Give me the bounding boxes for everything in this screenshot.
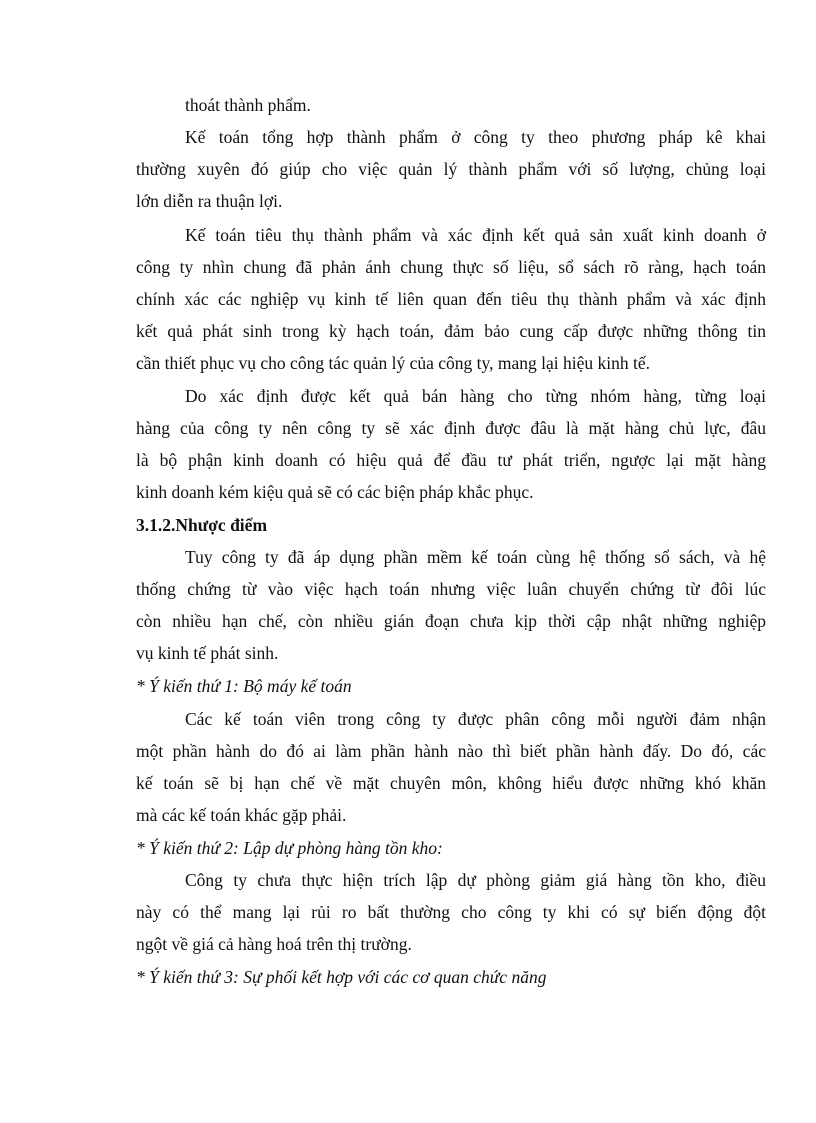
section-heading: 3.1.2.Nhược điểm: [136, 515, 268, 535]
paragraph-line: thường xuyên đó giúp cho việc quản lý thành phẩm với số lượng, chủng loại: [136, 159, 766, 179]
paragraph-line: là bộ phận kinh doanh có hiệu quả để đầu tư phát triển, ngược lại mặt hàng: [136, 450, 766, 470]
paragraph-line: cần thiết phục vụ cho công tác quản lý của công ty, mang lại hiệu kinh tế.: [136, 353, 650, 373]
paragraph-line: Do xác định được kết quả bán hàng cho từng nhóm hàng, từng loại: [185, 386, 766, 406]
paragraph-line: hàng của công ty nên công ty sẽ xác định được đâu là mặt hàng chủ lực, đâu: [136, 418, 766, 438]
paragraph-line: Các kế toán viên trong công ty được phân công mỗi người đảm nhận: [185, 709, 766, 729]
paragraph-line: chính xác các nghiệp vụ kinh tế liên quan đến tiêu thụ thành phẩm và xác định: [136, 289, 766, 309]
paragraph-line: ngột về giá cả hàng hoá trên thị trường.: [136, 934, 412, 954]
paragraph-line: Kế toán tổng hợp thành phẩm ở công ty theo phương pháp kê khai: [185, 127, 766, 147]
paragraph-line: này có thể mang lại rủi ro bất thường cho công ty khi có sự biến động đột: [136, 902, 766, 922]
opinion-heading: * Ý kiến thứ 2: Lập dự phòng hàng tồn kho:: [136, 838, 443, 858]
paragraph-line: Kế toán tiêu thụ thành phẩm và xác định kết quả sản xuất kinh doanh ở: [185, 225, 766, 245]
paragraph-line: Tuy công ty đã áp dụng phần mềm kế toán cùng hệ thống sổ sách, và hệ: [185, 547, 766, 567]
paragraph-line: một phần hành do đó ai làm phần hành nào thì biết phần hành đấy. Do đó, các: [136, 741, 766, 761]
paragraph-line: vụ kinh tế phát sinh.: [136, 643, 279, 663]
paragraph-line: kinh doanh kém kiệu quả sẽ có các biện pháp khắc phục.: [136, 482, 534, 502]
paragraph-line: còn nhiều hạn chế, còn nhiều gián đoạn chưa kịp thời cập nhật những nghiệp: [136, 611, 766, 631]
paragraph-line: thống chứng từ vào việc hạch toán nhưng việc luân chuyển chứng từ đôi lúc: [136, 579, 766, 599]
paragraph-line: kế toán sẽ bị hạn chế về mặt chuyên môn, không hiểu được những khó khăn: [136, 773, 766, 793]
paragraph-line: thoát thành phẩm.: [185, 95, 311, 115]
opinion-heading: * Ý kiến thứ 3: Sự phối kết hợp với các cơ quan chức năng: [136, 967, 547, 987]
opinion-heading: * Ý kiến thứ 1: Bộ máy kế toán: [136, 676, 352, 696]
paragraph-line: lớn diễn ra thuận lợi.: [136, 191, 283, 211]
paragraph-line: Công ty chưa thực hiện trích lập dự phòng giảm giá hàng tồn kho, điều: [185, 870, 766, 890]
paragraph-line: công ty nhìn chung đã phản ánh chung thực số liệu, sổ sách rõ ràng, hạch toán: [136, 257, 766, 277]
paragraph-line: mà các kế toán khác gặp phải.: [136, 805, 347, 825]
paragraph-line: kết quả phát sinh trong kỳ hạch toán, đảm bảo cung cấp được những thông tin: [136, 321, 766, 341]
